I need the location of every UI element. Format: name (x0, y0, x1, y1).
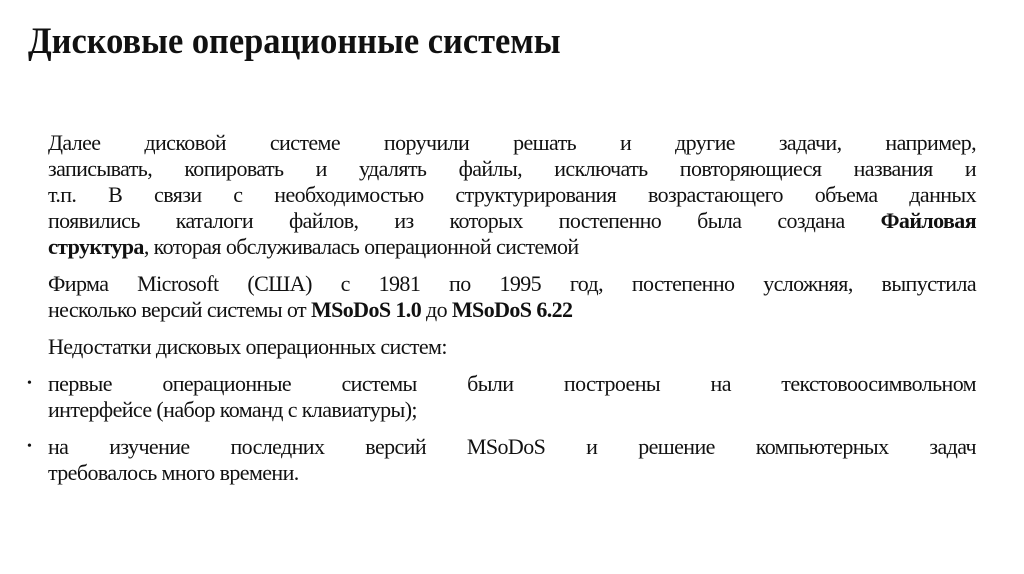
text-line (48, 208, 976, 234)
text-line (48, 334, 976, 360)
text-segment: Далее дисковой системе поручили решать и другие задачи, например, (48, 130, 976, 155)
text-segment: интерфейсе (набор команд с клавиатуры); (48, 397, 417, 422)
paragraph (48, 334, 976, 360)
paragraph (48, 271, 976, 323)
bullet-icon: • (27, 376, 32, 391)
text-line (48, 397, 976, 423)
text-segment: несколько версий системы от (48, 297, 311, 322)
bullet-item (27, 434, 976, 486)
text-segment: до (421, 297, 452, 322)
bold-text: MSoDoS 6.22 (451, 297, 573, 322)
text-line (48, 182, 976, 208)
text-segment: появились каталоги файлов, из которых постепенно была создана (48, 208, 881, 233)
bold-text: структура (48, 234, 144, 259)
bold-text: Файловая (880, 208, 976, 233)
text-segment: т.п. В связи с необходимостью структурирования возрастающего объема данных (48, 182, 976, 207)
text-line (48, 271, 976, 297)
text-segment: требовалось много времени. (48, 460, 299, 485)
text-line (48, 371, 976, 397)
bold-text: MSoDoS 1.0 (310, 297, 422, 322)
paragraph (48, 130, 976, 260)
text-segment: на изучение последних версий MSoDoS и решение компьютерных задач (48, 434, 976, 459)
text-segment: первые операционные системы были построены на текстовоосимвольном (48, 371, 976, 396)
text-segment: Фирма Microsoft (США) с 1981 по 1995 год, постепенно усложняя, выпустила (48, 271, 976, 296)
bullet-item (27, 371, 976, 423)
text-line (48, 434, 976, 460)
text-line (48, 234, 976, 260)
bullet-icon: • (27, 439, 32, 454)
text-segment: Недостатки дисковых операционных систем: (48, 334, 447, 359)
text-line (48, 156, 976, 182)
text-segment: записывать, копировать и удалять файлы, исключать повторяющиеся названия и (48, 156, 976, 181)
slide-body (27, 130, 976, 497)
text-segment: , которая обслуживалась операционной системой (143, 234, 579, 259)
slide-title: Дисковые операционные системы (28, 21, 561, 62)
text-line (48, 130, 976, 156)
text-line (48, 460, 976, 486)
text-line (48, 297, 976, 323)
